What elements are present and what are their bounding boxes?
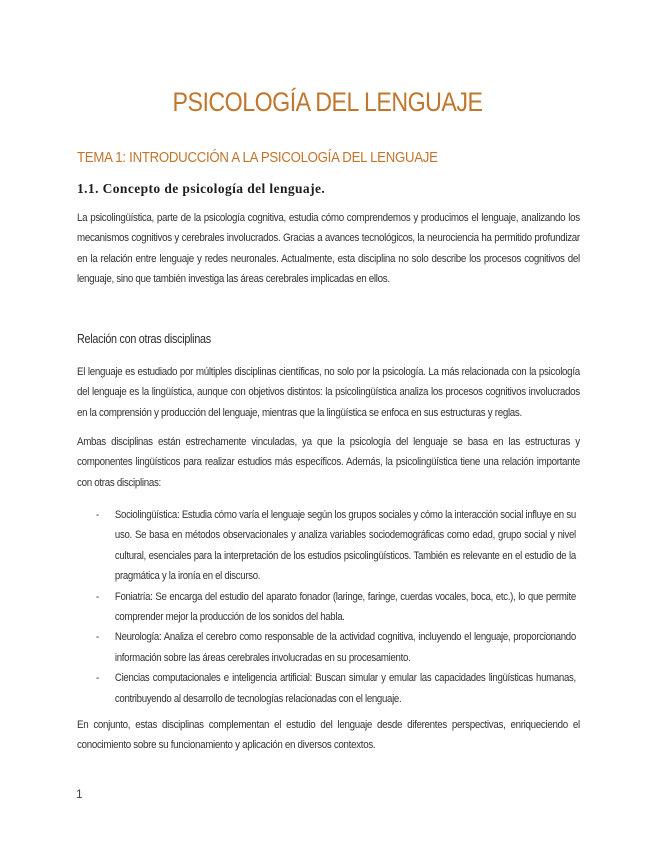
subheading-related-disciplines: Relación con otras disciplinas	[77, 332, 211, 346]
list-item	[96, 505, 576, 587]
topic-heading: TEMA 1: INTRODUCCIÓN A LA PSICOLOGÍA DEL LENGUAJE	[77, 149, 438, 166]
list-item	[96, 668, 576, 709]
paragraph-other-disciplines: Ambas disciplinas están estrechamente vinculadas, ya que la psicología del lenguaje se basa en las estructuras y componentes lingüísticos para realizar estudios más específicos. Además, la psicolingüística tiene una relación importante con otras disciplinas:	[77, 436, 580, 489]
list-item	[96, 587, 576, 628]
intro-paragraph: La psicolingüística, parte de la psicología cognitiva, estudia cómo comprendemos y producimos el lenguaje, analizando los mecanismos cognitivos y cerebrales involucrados. Gracias a avances tecnológicos, la neurociencia ha permitido profundizar en la relación entre lenguaje y redes neuronales. Actualmente, esta disciplina no solo describe los procesos cognitivos del lenguaje, sino que también investiga las áreas cerebrales implicadas en ellos.	[77, 212, 580, 286]
disciplines-list	[96, 505, 576, 709]
document-title: PSICOLOGÍA DEL LENGUAJE	[172, 87, 483, 117]
list-item-text: Foniatría: Se encarga del estudio del aparato fonador (laringe, faringe, cuerdas vocales, boca, etc.), lo que permite comprender mejor la producción de los sonidos del habla.	[114, 590, 576, 624]
bullet-dash: -	[96, 631, 99, 644]
list-item-text: Sociolingüística: Estudia cómo varía el lenguaje según los grupos sociales y cómo la interacción social influye en su uso. Se basa en métodos observacionales y analiza variables sociodemográficas como edad, grupo social y nivel cultural, esenciales para la interpretación de los estudios psicolingüísticos. También es relevante en el estudio de la pragmática y la ironía en el discurso.	[114, 509, 576, 583]
bullet-dash: -	[96, 672, 99, 685]
page-number: 1	[76, 787, 83, 801]
closing-paragraph: En conjunto, estas disciplinas complementan el estudio del lenguaje desde diferentes perspectivas, enriqueciendo el conocimiento sobre su funcionamiento y aplicación en diversos contextos.	[77, 719, 580, 752]
section-heading: 1.1. Concepto de psicología del lenguaje.	[77, 181, 326, 196]
paragraph-linguistics: El lenguaje es estudiado por múltiples disciplinas científicas, no solo por la psicología. La más relacionada con la psicología del lenguaje es la lingüística, aunque con objetivos distintos: la psicolingüística analiza los procesos cognitivos involucrados en la comprensión y producción del lenguaje, mientras que la lingüística se enfoca en sus estructuras y reglas.	[77, 366, 580, 419]
list-item-text: Neurología: Analiza el cerebro como responsable de la actividad cognitiva, incluyendo el lenguaje, proporcionando información sobre las áreas cerebrales involucradas en su procesamiento.	[114, 631, 576, 664]
bullet-dash: -	[96, 509, 99, 521]
list-item	[96, 627, 576, 668]
bullet-dash: -	[96, 590, 99, 603]
list-item-text: Ciencias computacionales e inteligencia artificial: Buscan simular y emular las capacidades lingüísticas humanas, contribuyendo al desarrollo de tecnologías relacionadas con el lenguaje.	[114, 672, 576, 705]
